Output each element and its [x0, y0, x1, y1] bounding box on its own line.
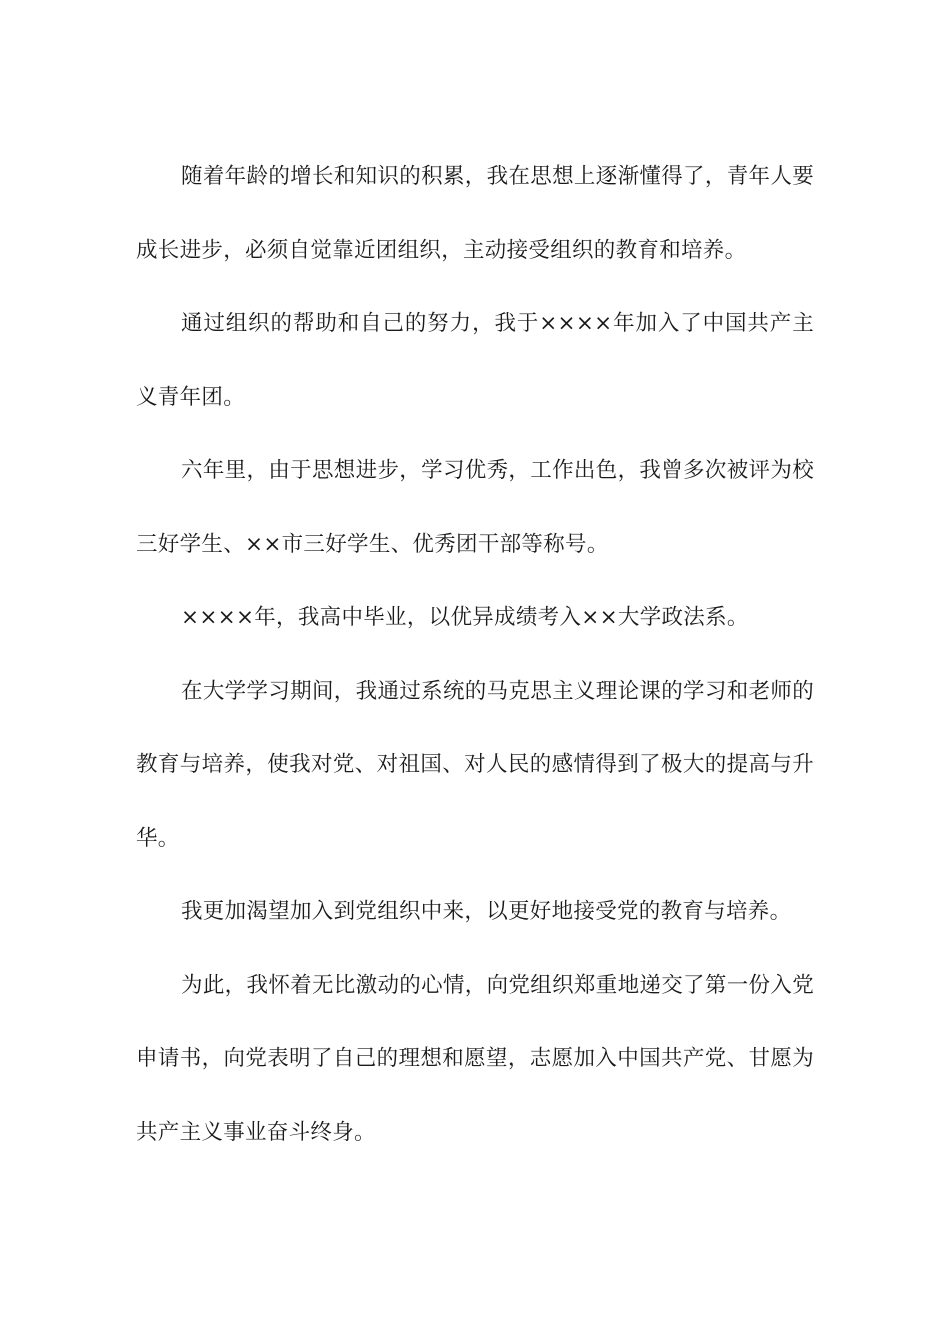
paragraph-2: 通过组织的帮助和自己的努力，我于××××年加入了中国共产主义青年团。: [136, 311, 814, 410]
document-body: [136, 140, 814, 1169]
paragraph-3: 六年里，由于思想进步，学习优秀，工作出色，我曾多次被评为校三好学生、××市三好学生、优秀团干部等称号。: [136, 458, 814, 557]
paragraph-4: ××××年，我高中毕业，以优异成绩考入××大学政法系。: [181, 605, 749, 630]
paragraph-6: 我更加渴望加入到党组织中来，以更好地接受党的教育与培养。: [181, 899, 792, 924]
paragraph-1: 随着年龄的增长和知识的积累，我在思想上逐渐懂得了，青年人要成长进步，必须自觉靠近团组织，主动接受组织的教育和培养。: [136, 164, 814, 263]
paragraph-7: 为此，我怀着无比激动的心情，向党组织郑重地递交了第一份入党申请书，向党表明了自己的理想和愿望，志愿加入中国共产党、甘愿为共产主义事业奋斗终身。: [136, 972, 814, 1145]
paragraph-5: 在大学学习期间，我通过系统的马克思主义理论课的学习和老师的教育与培养，使我对党、对祖国、对人民的感情得到了极大的提高与升华。: [136, 678, 814, 851]
